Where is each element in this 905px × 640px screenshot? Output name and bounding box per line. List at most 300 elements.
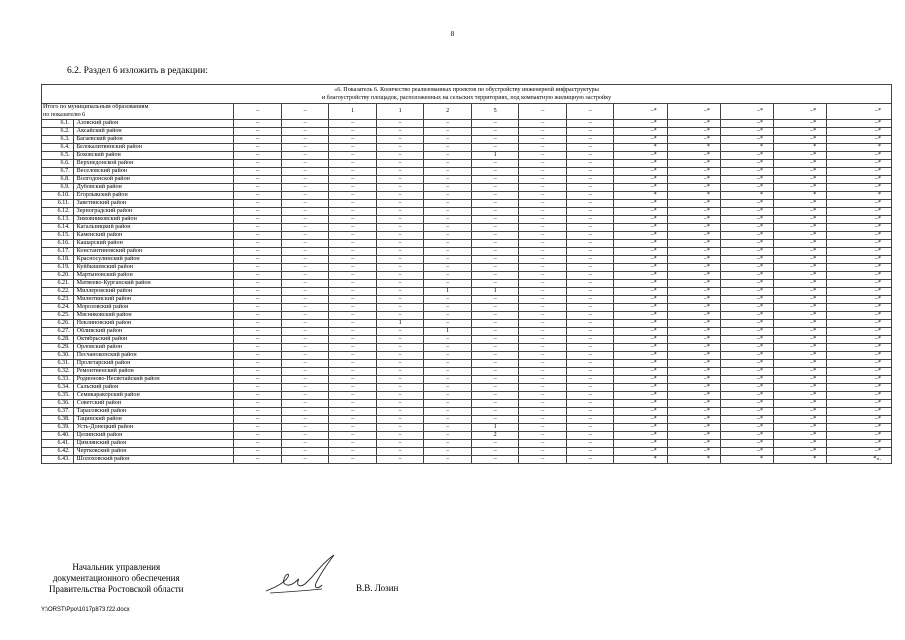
indicator-value: –	[281, 208, 329, 216]
indicator-value: –*	[667, 272, 720, 280]
indicator-value: –	[234, 192, 282, 200]
signature-title-line-3: Правительства Ростовской области	[49, 584, 184, 594]
table-row	[42, 144, 892, 152]
table-row	[42, 448, 892, 456]
indicator-value: –	[234, 408, 282, 416]
indicator-value: –	[424, 384, 472, 392]
table-row	[42, 168, 892, 176]
indicator-table	[41, 84, 892, 464]
indicator-value: –*	[827, 424, 892, 432]
indicator-value: –	[234, 312, 282, 320]
district-name: Мясниковский район	[73, 312, 234, 320]
indicator-value: –	[519, 304, 567, 312]
indicator-value: –*	[774, 312, 827, 320]
indicator-value: –	[281, 344, 329, 352]
district-name: Волгодонской район	[73, 176, 234, 184]
indicator-value: –*	[774, 304, 827, 312]
district-name: Тарасовский район	[73, 408, 234, 416]
table-row	[42, 368, 892, 376]
indicator-value: –	[519, 336, 567, 344]
indicator-value: –*	[827, 240, 892, 248]
indicator-value: –	[471, 176, 519, 184]
indicator-value: –	[376, 328, 424, 336]
table-row	[42, 384, 892, 392]
indicator-value: –	[234, 120, 282, 128]
indicator-value: –*	[614, 264, 667, 272]
district-name: Белокалитвинский район	[73, 144, 234, 152]
indicator-value: –	[234, 160, 282, 168]
indicator-value: –	[376, 200, 424, 208]
indicator-value: –*	[720, 352, 773, 360]
indicator-value: –	[519, 152, 567, 160]
indicator-value: –	[281, 352, 329, 360]
indicator-value: –	[519, 216, 567, 224]
table-row	[42, 248, 892, 256]
indicator-value: –*	[614, 208, 667, 216]
indicator-value: –*	[774, 256, 827, 264]
row-number: 6.13.	[42, 216, 74, 224]
indicator-value: –	[519, 288, 567, 296]
table-row	[42, 320, 892, 328]
row-number: 6.41.	[42, 440, 74, 448]
indicator-value: –	[329, 408, 377, 416]
indicator-value: –*	[720, 440, 773, 448]
indicator-value: –	[519, 376, 567, 384]
indicator-value: –	[424, 176, 472, 184]
indicator-value: –*	[667, 160, 720, 168]
indicator-value: –	[329, 336, 377, 344]
indicator-value: –*	[614, 400, 667, 408]
indicator-value: –	[376, 280, 424, 288]
indicator-value: –	[471, 320, 519, 328]
indicator-value: –*	[667, 288, 720, 296]
indicator-value: –	[329, 144, 377, 152]
indicator-value: –	[234, 184, 282, 192]
indicator-value: –	[281, 384, 329, 392]
indicator-value: –	[329, 424, 377, 432]
indicator-value: 1	[471, 424, 519, 432]
indicator-value: –	[519, 160, 567, 168]
indicator-value: –*	[774, 184, 827, 192]
district-name: Тацинский район	[73, 416, 234, 424]
indicator-value: –	[424, 448, 472, 456]
indicator-value: –*	[774, 400, 827, 408]
table-row	[42, 440, 892, 448]
row-number: 6.7.	[42, 168, 74, 176]
indicator-value: –*	[774, 416, 827, 424]
indicator-value: –	[281, 448, 329, 456]
indicator-value: –	[519, 408, 567, 416]
indicator-value: –	[329, 312, 377, 320]
indicator-value: –	[566, 128, 614, 136]
indicator-value: –*	[774, 328, 827, 336]
indicator-value: *	[720, 456, 773, 464]
table-row	[42, 216, 892, 224]
indicator-value: –	[566, 208, 614, 216]
indicator-value: –	[424, 232, 472, 240]
indicator-value: –	[566, 384, 614, 392]
indicator-value: –*	[667, 432, 720, 440]
indicator-value: –	[424, 216, 472, 224]
district-name: Цимлянский район	[73, 440, 234, 448]
row-number: 6.35.	[42, 392, 74, 400]
indicator-value: –	[424, 376, 472, 384]
page-number: 8	[450, 30, 455, 38]
row-number: 6.17.	[42, 248, 74, 256]
indicator-value: –*	[827, 288, 892, 296]
row-number: 6.32.	[42, 368, 74, 376]
indicator-value: –	[376, 384, 424, 392]
indicator-value: –	[329, 176, 377, 184]
indicator-value: –	[566, 200, 614, 208]
indicator-value: –*	[667, 232, 720, 240]
indicator-value: –	[234, 432, 282, 440]
indicator-value: –	[376, 240, 424, 248]
table-row	[42, 120, 892, 128]
indicator-value: –	[376, 304, 424, 312]
row-number: 6.23.	[42, 296, 74, 304]
indicator-value: –*	[774, 296, 827, 304]
indicator-value: –	[376, 352, 424, 360]
indicator-value: –	[329, 416, 377, 424]
indicator-value: –	[424, 240, 472, 248]
indicator-value: –*	[614, 136, 667, 144]
row-number: 6.6.	[42, 160, 74, 168]
indicator-value: –*	[827, 368, 892, 376]
indicator-value: –	[234, 400, 282, 408]
row-number: 6.25.	[42, 312, 74, 320]
district-name: Заветинский район	[73, 200, 234, 208]
indicator-value: –	[424, 392, 472, 400]
table-row	[42, 192, 892, 200]
indicator-value: –	[329, 456, 377, 464]
indicator-value: –	[329, 248, 377, 256]
indicator-value: –	[329, 256, 377, 264]
indicator-value: –	[234, 448, 282, 456]
table-body	[42, 85, 892, 464]
indicator-value: –	[329, 152, 377, 160]
indicator-value: *	[720, 192, 773, 200]
indicator-value: –*	[667, 328, 720, 336]
indicator-value: –	[566, 408, 614, 416]
signatory-name: В.В. Лозин	[356, 583, 399, 593]
table-row	[42, 256, 892, 264]
indicator-value: –*	[720, 176, 773, 184]
indicator-value: –	[234, 456, 282, 464]
indicator-value: –	[519, 272, 567, 280]
indicator-value: –*	[827, 432, 892, 440]
indicator-value: –	[471, 216, 519, 224]
indicator-value: –*	[614, 200, 667, 208]
indicator-value: –*	[774, 368, 827, 376]
indicator-value: –	[234, 440, 282, 448]
indicator-value: –	[566, 344, 614, 352]
indicator-value: –	[424, 200, 472, 208]
indicator-value: –*	[667, 264, 720, 272]
district-name: Шолоховский район	[73, 456, 234, 464]
indicator-value: –*	[774, 344, 827, 352]
indicator-value: –*	[667, 416, 720, 424]
indicator-value: –	[519, 368, 567, 376]
indicator-value: –	[281, 376, 329, 384]
indicator-value: –	[376, 376, 424, 384]
indicator-value: –*	[667, 240, 720, 248]
total-value: 5	[471, 104, 519, 120]
row-number: 6.31.	[42, 360, 74, 368]
indicator-value: –	[376, 272, 424, 280]
indicator-value: –*	[667, 184, 720, 192]
indicator-value: –	[329, 232, 377, 240]
caption-row	[42, 85, 892, 104]
row-number: 6.30.	[42, 352, 74, 360]
indicator-value: –*	[667, 376, 720, 384]
indicator-value: –*	[827, 200, 892, 208]
indicator-value: –*	[614, 168, 667, 176]
indicator-value: –	[234, 200, 282, 208]
indicator-value: –	[566, 336, 614, 344]
indicator-value: –	[376, 136, 424, 144]
indicator-value: *	[667, 144, 720, 152]
indicator-value: –	[234, 360, 282, 368]
indicator-value: –	[424, 248, 472, 256]
district-name: Морозовский район	[73, 304, 234, 312]
indicator-value: –	[376, 176, 424, 184]
indicator-value: –*	[774, 120, 827, 128]
row-number: 6.38.	[42, 416, 74, 424]
district-name: Верхнедонской район	[73, 160, 234, 168]
indicator-value: –	[471, 256, 519, 264]
indicator-value: –*	[827, 248, 892, 256]
indicator-value: –	[329, 360, 377, 368]
indicator-value: –	[566, 280, 614, 288]
indicator-value: –	[424, 160, 472, 168]
indicator-value: –*	[827, 176, 892, 184]
indicator-value: –*	[720, 160, 773, 168]
indicator-value: –	[566, 432, 614, 440]
row-number: 6.28.	[42, 336, 74, 344]
indicator-value: –*	[614, 160, 667, 168]
table-row	[42, 424, 892, 432]
indicator-value: –	[471, 456, 519, 464]
indicator-value: –	[519, 208, 567, 216]
indicator-value: –	[376, 232, 424, 240]
district-name: Кашарский район	[73, 240, 234, 248]
indicator-value: –*	[614, 296, 667, 304]
indicator-value: –	[376, 416, 424, 424]
indicator-value: –*	[774, 384, 827, 392]
indicator-value: –*	[720, 448, 773, 456]
indicator-value: –*	[720, 416, 773, 424]
section-heading: 6.2. Раздел 6 изложить в редакции:	[67, 66, 208, 76]
district-name: Родионово-Несветайский район	[73, 376, 234, 384]
indicator-value: –	[424, 320, 472, 328]
district-name: Зимовниковский район	[73, 216, 234, 224]
row-number: 6.16.	[42, 240, 74, 248]
indicator-value: –	[471, 408, 519, 416]
row-number: 6.15.	[42, 232, 74, 240]
indicator-value: *	[614, 456, 667, 464]
indicator-value: –*	[720, 120, 773, 128]
indicator-value: –*	[827, 152, 892, 160]
indicator-value: –	[376, 224, 424, 232]
indicator-value: –*	[667, 176, 720, 184]
indicator-value: –*	[614, 328, 667, 336]
indicator-value: –*	[720, 328, 773, 336]
indicator-value: –*	[827, 408, 892, 416]
indicator-value: –	[376, 256, 424, 264]
indicator-value: –*	[667, 120, 720, 128]
indicator-value: –	[329, 288, 377, 296]
indicator-value: –*	[774, 448, 827, 456]
indicator-value: –*	[720, 424, 773, 432]
indicator-value: –	[566, 296, 614, 304]
table-row	[42, 392, 892, 400]
indicator-value: –	[566, 440, 614, 448]
indicator-value: –*	[774, 424, 827, 432]
indicator-value: –	[424, 336, 472, 344]
indicator-value: –	[281, 200, 329, 208]
indicator-value: –*	[774, 408, 827, 416]
row-number: 6.27.	[42, 328, 74, 336]
indicator-value: –*	[720, 256, 773, 264]
indicator-value: –*	[667, 296, 720, 304]
indicator-value: –*	[774, 200, 827, 208]
indicator-value: –	[329, 160, 377, 168]
indicator-value: –	[376, 144, 424, 152]
indicator-value: –	[471, 232, 519, 240]
indicator-value: –	[329, 400, 377, 408]
indicator-value: –	[281, 456, 329, 464]
indicator-value: –*	[774, 432, 827, 440]
indicator-value: –*	[774, 392, 827, 400]
total-value: –*	[614, 104, 667, 120]
indicator-value: –	[471, 352, 519, 360]
indicator-value: –*	[614, 240, 667, 248]
indicator-value: –	[519, 432, 567, 440]
indicator-value: –	[424, 208, 472, 216]
indicator-value: –	[566, 232, 614, 240]
district-name: Егорлыкский район	[73, 192, 234, 200]
indicator-value: *	[614, 192, 667, 200]
indicator-value: –	[234, 152, 282, 160]
table-row	[42, 312, 892, 320]
indicator-value: –*	[774, 136, 827, 144]
indicator-value: –	[424, 440, 472, 448]
indicator-value: –*	[614, 352, 667, 360]
indicator-value: –*	[614, 384, 667, 392]
indicator-value: –	[376, 288, 424, 296]
table-row	[42, 408, 892, 416]
indicator-value: –	[234, 376, 282, 384]
district-name: Красносулинский район	[73, 256, 234, 264]
indicator-value: –	[376, 168, 424, 176]
indicator-value: –*	[827, 208, 892, 216]
indicator-value: –	[234, 304, 282, 312]
indicator-value: –*	[827, 320, 892, 328]
indicator-value: –	[424, 360, 472, 368]
indicator-value: –*	[827, 168, 892, 176]
indicator-value: *	[774, 192, 827, 200]
indicator-value: –	[471, 328, 519, 336]
indicator-value: –*	[774, 288, 827, 296]
district-name: Мартыновский район	[73, 272, 234, 280]
caption-line-1: «6. Показатель 6. Количество реализованных проектов по обустройству инженерной инфраструктуры	[334, 87, 599, 93]
indicator-value: –	[424, 312, 472, 320]
indicator-value: –	[234, 128, 282, 136]
indicator-table-container	[41, 84, 892, 464]
indicator-value: –	[519, 168, 567, 176]
indicator-value: –	[281, 328, 329, 336]
indicator-value: –	[281, 216, 329, 224]
indicator-value: –	[234, 384, 282, 392]
caption-line-2: и благоустройству площадок, расположенных на сельских территориях, под компактную жилищную застройку	[321, 95, 612, 101]
indicator-value: –	[471, 312, 519, 320]
indicator-value: –*	[774, 152, 827, 160]
indicator-value: –*	[720, 376, 773, 384]
indicator-value: –*	[614, 448, 667, 456]
indicator-value: –*	[614, 408, 667, 416]
district-name: Зерноградский район	[73, 208, 234, 216]
indicator-value: –	[329, 304, 377, 312]
indicator-value: –	[519, 320, 567, 328]
indicator-value: –*	[774, 232, 827, 240]
indicator-value: –	[424, 272, 472, 280]
row-number: 6.40.	[42, 432, 74, 440]
row-number: 6.43.	[42, 456, 74, 464]
indicator-value: –	[281, 176, 329, 184]
indicator-value: –	[376, 424, 424, 432]
indicator-value: –*	[827, 376, 892, 384]
indicator-value: –	[376, 184, 424, 192]
indicator-value: –	[519, 184, 567, 192]
indicator-value: –*	[827, 264, 892, 272]
indicator-value: –	[281, 120, 329, 128]
indicator-value: –*	[720, 384, 773, 392]
indicator-value: –*	[827, 312, 892, 320]
indicator-value: –	[566, 288, 614, 296]
row-number: 6.1.	[42, 120, 74, 128]
indicator-value: –*	[614, 440, 667, 448]
indicator-value: –*	[667, 344, 720, 352]
indicator-value: –	[471, 304, 519, 312]
indicator-value: –*	[827, 440, 892, 448]
district-name: Веселовский район	[73, 168, 234, 176]
indicator-value: –	[566, 152, 614, 160]
row-number: 6.4.	[42, 144, 74, 152]
indicator-value: –*	[667, 400, 720, 408]
indicator-value: –	[281, 280, 329, 288]
indicator-value: –	[376, 392, 424, 400]
indicator-value: –*	[774, 248, 827, 256]
district-name: Матвеево-Курганский район	[73, 280, 234, 288]
indicator-value: –	[234, 344, 282, 352]
indicator-value: –*	[720, 128, 773, 136]
indicator-value: –	[234, 368, 282, 376]
indicator-value: –*	[827, 120, 892, 128]
indicator-value: –*	[720, 336, 773, 344]
indicator-value: –	[566, 352, 614, 360]
indicator-value: –	[329, 368, 377, 376]
indicator-value: –	[376, 440, 424, 448]
indicator-value: –	[281, 288, 329, 296]
indicator-value: –	[471, 448, 519, 456]
indicator-value: *	[667, 456, 720, 464]
indicator-value: –	[424, 456, 472, 464]
indicator-value: –	[566, 392, 614, 400]
indicator-value: –*	[614, 320, 667, 328]
indicator-value: –*	[667, 384, 720, 392]
total-value: –*	[720, 104, 773, 120]
